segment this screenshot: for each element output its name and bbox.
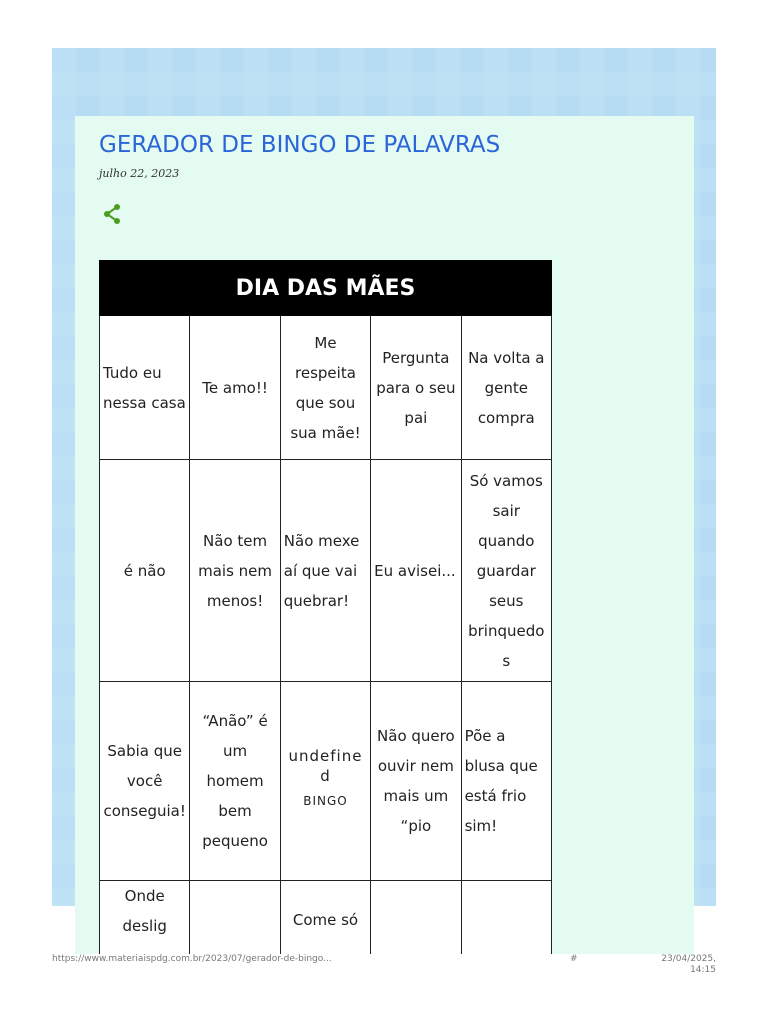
footer-date: 23/04/2025, bbox=[661, 954, 716, 964]
bingo-free-label: BINGO bbox=[303, 794, 348, 808]
bingo-cell: Come só bbox=[280, 881, 370, 955]
bingo-cell: Sabia que você conseguia! bbox=[100, 682, 190, 881]
post-title[interactable]: GERADOR DE BINGO DE PALAVRAS bbox=[99, 132, 501, 158]
bingo-row bbox=[100, 682, 552, 881]
footer-time: 14:15 bbox=[690, 965, 716, 975]
bingo-card bbox=[99, 260, 552, 954]
bingo-cell: Pergunta para o seu pai bbox=[371, 316, 461, 460]
bingo-cell: Só vamos sair quando guardar seus brinquedos bbox=[461, 460, 551, 682]
bingo-cell: Na volta a gente compra bbox=[461, 316, 551, 460]
footer-url[interactable]: https://www.materiaispdg.com.br/2023/07/gerador-de-bingo... bbox=[52, 954, 332, 964]
bingo-free-text: undefined bbox=[288, 747, 363, 785]
bingo-cell: Te amo!! bbox=[190, 316, 280, 460]
post-date: julho 22, 2023 bbox=[99, 167, 180, 180]
bingo-cell: é não bbox=[100, 460, 190, 682]
bingo-row bbox=[100, 316, 552, 460]
footer-hash: # bbox=[570, 954, 578, 964]
bingo-cell: Não mexe aí que vai quebrar! bbox=[280, 460, 370, 682]
bingo-cell: Põe a blusa que está frio sim! bbox=[461, 682, 551, 881]
bingo-header: DIA DAS MÃES bbox=[100, 261, 552, 316]
bingo-cell: Eu avisei... bbox=[371, 460, 461, 682]
bingo-cell: Me respeita que sou sua mãe! bbox=[280, 316, 370, 460]
bingo-cell bbox=[461, 881, 551, 955]
share-icon[interactable] bbox=[101, 203, 123, 225]
bingo-cell: “Anão” é um homem bem pequeno bbox=[190, 682, 280, 881]
print-footer bbox=[52, 954, 716, 980]
post-card bbox=[75, 116, 694, 954]
bingo-cell bbox=[190, 881, 280, 955]
bingo-cell: Não quero ouvir nem mais um “pio bbox=[371, 682, 461, 881]
bingo-free-cell bbox=[280, 682, 370, 881]
footer-timestamp bbox=[661, 954, 716, 976]
bingo-cell: Onde deslig bbox=[100, 881, 190, 955]
bingo-cell: Tudo eu nessa casa bbox=[100, 316, 190, 460]
bingo-cell: Não tem mais nem menos! bbox=[190, 460, 280, 682]
bingo-row bbox=[100, 881, 552, 955]
bingo-row bbox=[100, 460, 552, 682]
bingo-cell bbox=[371, 881, 461, 955]
